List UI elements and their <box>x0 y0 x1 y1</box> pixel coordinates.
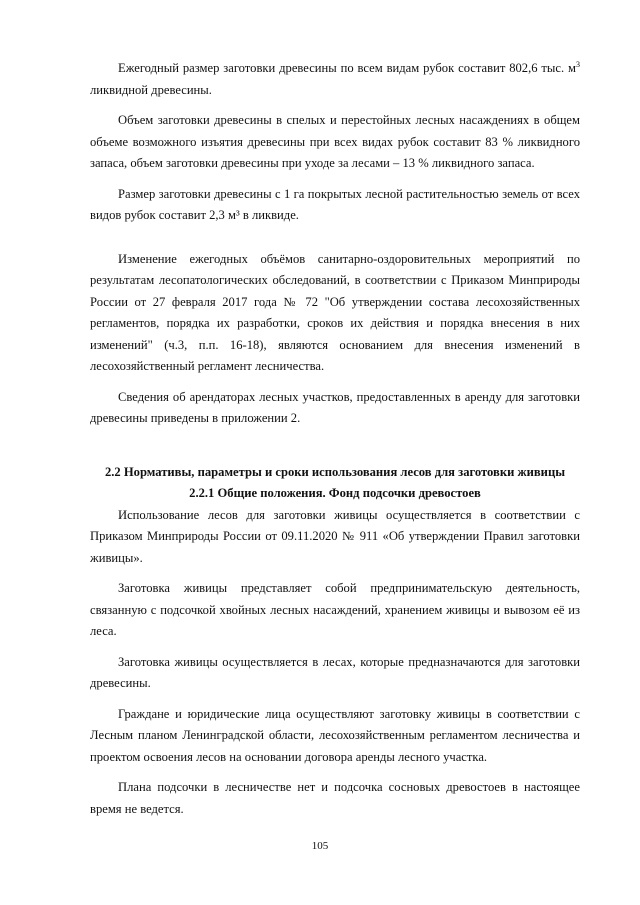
paragraph-harvest-volume: Объем заготовки древесины в спелых и перестойных лесных насаждениях в общем объеме возможного изъятия древесины при всех видах рубок составит 83 % ликвидного запаса, объем заготовки древесины при уходе за лесами – 13 % ликвидного запаса. <box>90 113 580 170</box>
paragraph-resin-definition: Заготовка живицы представляет собой предпринимательскую деятельность, связанную с подсочкой хвойных лесных насаждений, хранением живицы и вывозом её из леса. <box>90 581 580 638</box>
paragraph-tapping-plan: Плана подсочки в лесничестве нет и подсочка сосновых древостоев в настоящее время не ведется. <box>90 780 580 816</box>
paragraph-harvest-per-hectare: Размер заготовки древесины с 1 га покрытых лесной растительностью земель от всех видов рубок составит 2,3 м³ в ликвиде. <box>90 186 580 222</box>
paragraph-sanitary-changes: Изменение ежегодных объёмов санитарно-оздоровительных мероприятий по результатам лесопатологических обследований, в соответствии с Приказом Минприроды России от 27 февраля 2017 года № 72 "Об утверждении состава лесохозяйственных регламентов, порядка их разработки, сроков их действия и порядка внесения в них изменений" (ч.3, п.п. 16-18), являются основанием для внесения изменений в лесохозяйственный регламент лесничества. <box>90 251 580 373</box>
section-spacer <box>90 430 580 462</box>
page-content <box>90 58 580 820</box>
paragraph-tenants: Сведения об арендаторах лесных участков, предоставленных в аренду для заготовки древесины приведены в приложении 2. <box>90 389 580 425</box>
subsection-heading: 2.2.1 Общие положения. Фонд подсочки древостоев <box>189 486 481 500</box>
paragraph-resin-forests: Заготовка живицы осуществляется в лесах, которые предназначаются для заготовки древесины. <box>90 654 580 690</box>
page-number: 105 <box>311 840 329 852</box>
paragraph-text-tail: ликвидной древесины. <box>90 82 212 97</box>
superscript: 3 <box>576 60 580 69</box>
section-heading: 2.2 Нормативы, параметры и сроки использования лесов для заготовки живицы <box>104 464 566 479</box>
paragraph-resin-regulation: Использование лесов для заготовки живицы осуществляется в соответствии с Приказом Минприроды России от 09.11.2020 № 911 «Об утверждении Правил заготовки живицы». <box>90 507 580 565</box>
paragraph-annual-harvest <box>90 58 580 101</box>
paragraph-text: Ежегодный размер заготовки древесины по всем видам рубок составит 802,6 тыс. м <box>118 61 576 75</box>
paragraph-resin-citizens: Граждане и юридические лица осуществляют заготовку живицы в соответствии с Лесным планом Ленинградской области, лесохозяйственным регламентом лесничества и проектом освоения лесов на основании договора аренды лесного участка. <box>90 706 580 764</box>
